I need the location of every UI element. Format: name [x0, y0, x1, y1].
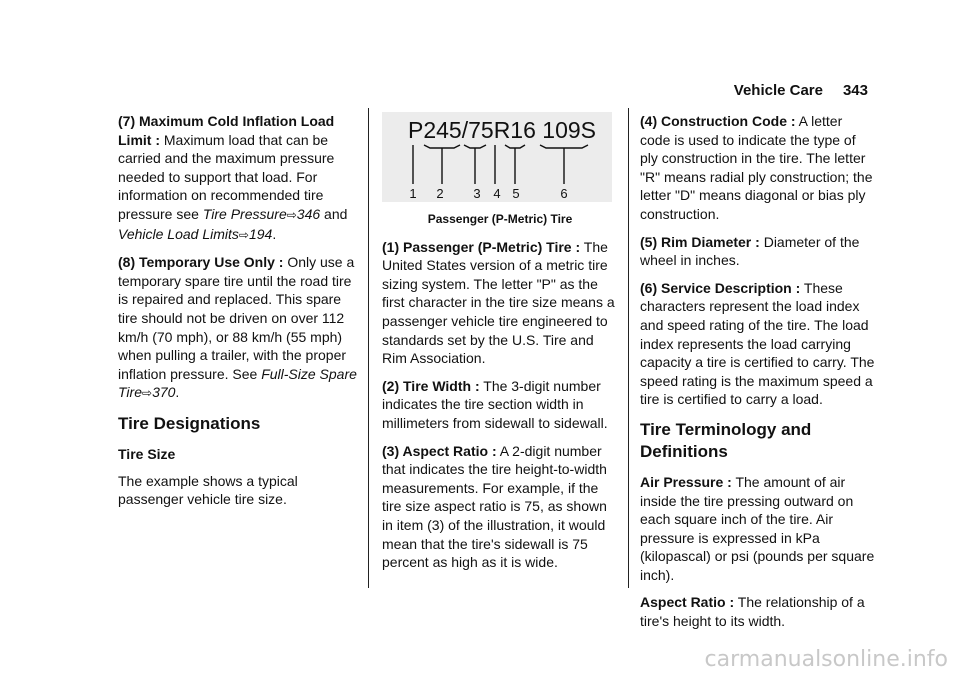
- text: The United States version of a metric tire sizing system. The letter "P" as the first character in the tire size means a passenger vehicle tire engineered to standards set by the U.S. Tire and Rim Association.: [382, 238, 615, 367]
- term-passenger-tire: (1) Passenger (P-Metric) Tire :: [382, 238, 581, 255]
- term-aspect-ratio: (3) Aspect Ratio :: [382, 442, 497, 459]
- term-service-description: (6) Service Description :: [640, 279, 801, 296]
- paragraph-temporary-use: [118, 253, 358, 403]
- page-header: [0, 82, 960, 106]
- paragraph-aspect-ratio-def: [640, 593, 876, 630]
- term-tire-width: (2) Tire Width :: [382, 377, 480, 394]
- term-air-pressure: Air Pressure :: [640, 473, 732, 490]
- paragraph-service-description: [640, 279, 876, 409]
- callout-label-3: 3: [473, 186, 481, 201]
- xref-arrow-icon: ⇨: [142, 386, 153, 401]
- section-title: Vehicle Care: [733, 82, 823, 99]
- paragraph-construction-code: [640, 112, 876, 224]
- bracket-5: [505, 145, 525, 148]
- link-vehicle-load-limits[interactable]: Vehicle Load Limits: [118, 225, 239, 242]
- term-temporary-use: (8) Temporary Use Only :: [118, 254, 284, 271]
- text: These characters represent the load index and speed rating of the tire. The load index represents the load carrying capacity a tire is certified to carry. The speed rating is the maximum speed a tire is certified to carry a load.: [640, 279, 875, 408]
- paragraph-passenger-tire: [382, 238, 618, 368]
- paragraph-rim-diameter: [640, 233, 876, 270]
- watermark: carmanualsonline.info: [704, 647, 948, 672]
- column-1: [118, 112, 358, 518]
- paragraph-air-pressure: [640, 473, 876, 585]
- text: The 3-digit number indicates the tire section width in millimeters from sidewall to sidewall.: [382, 377, 608, 431]
- text: The relationship of a tire's height to its width.: [640, 594, 865, 630]
- page-ref-346[interactable]: 346: [296, 205, 321, 222]
- paragraph-aspect-ratio: [382, 442, 618, 572]
- text: Maximum load that can be carried and the maximum pressure needed to support that load. For information on recommended tire pressure see: [118, 131, 335, 222]
- column-2: [382, 112, 618, 581]
- link-tire-pressure[interactable]: Tire Pressure: [202, 205, 287, 222]
- callout-label-4: 4: [493, 186, 501, 201]
- term-max-cold-inflation: (7) Maximum Cold Inflation Load Limit :: [118, 113, 335, 148]
- xref-arrow-icon: ⇨: [286, 207, 297, 222]
- page-ref-194[interactable]: 194: [248, 225, 273, 242]
- column-divider-2: [628, 108, 629, 588]
- callout-label-5: 5: [512, 186, 520, 201]
- subheading-tire-size: Tire Size: [118, 445, 176, 462]
- page-ref-370[interactable]: 370: [152, 384, 176, 401]
- text: A 2-digit number that indicates the tire height-to-width measurements. For example, if the tire size aspect ratio is 75, as shown in item (3) of the illustration, it would mean that the tire's sidewall is 75 percent as high as it is wide.: [382, 442, 607, 571]
- tire-size-illustration: [382, 112, 612, 202]
- link-full-size-spare[interactable]: Full-Size Spare Tire: [118, 365, 357, 401]
- text: The amount of air inside the tire pressing outward on each square inch of the tire. Air pressure is expressed in kPa (kilopascal) or psi (pounds per square inch).: [640, 473, 875, 583]
- bracket-3: [464, 145, 486, 148]
- text: Diameter of the wheel in inches.: [640, 233, 860, 269]
- callout-label-2: 2: [436, 186, 444, 201]
- term-rim-diameter: (5) Rim Diameter :: [640, 233, 760, 250]
- paragraph-example: The example shows a typical passenger vehicle tire size.: [118, 472, 298, 508]
- bracket-2: [424, 145, 460, 148]
- callout-label-6: 6: [560, 186, 568, 201]
- paragraph-max-cold-inflation: [118, 112, 358, 244]
- text: .: [272, 225, 277, 242]
- callout-label-1: 1: [409, 186, 417, 201]
- text: .: [175, 384, 180, 401]
- column-divider-1: [368, 108, 369, 588]
- heading-tire-terminology: Tire Terminology and Definitions: [640, 419, 812, 461]
- text: A letter code is used to indicate the type of ply construction in the tire. The letter "R" means radial ply construction; the letter "D" means diagonal or bias ply construction.: [640, 113, 873, 222]
- figure-caption: Passenger (P-Metric) Tire: [427, 212, 573, 226]
- page-number: 343: [842, 82, 868, 99]
- column-3: [640, 112, 876, 640]
- term-construction-code: (4) Construction Code :: [640, 113, 796, 129]
- text: Only use a temporary spare tire until the road tire is repaired and replaced. This spare tire should not be driven on over 112 km/h (70 mph), or 88 km/h (55 mph) when pulling a trailer, with the proper inflation pressure. See: [118, 254, 355, 382]
- callout-lines: [413, 145, 588, 184]
- paragraph-tire-width: [382, 377, 618, 433]
- xref-arrow-icon: ⇨: [238, 227, 249, 242]
- term-aspect-ratio-def: Aspect Ratio :: [640, 594, 735, 611]
- text: and: [320, 205, 348, 222]
- tire-code-text: P245/75R16 109S: [408, 117, 596, 143]
- heading-tire-designations: Tire Designations: [118, 413, 261, 433]
- tire-diagram: [382, 112, 612, 202]
- bracket-6: [540, 145, 588, 148]
